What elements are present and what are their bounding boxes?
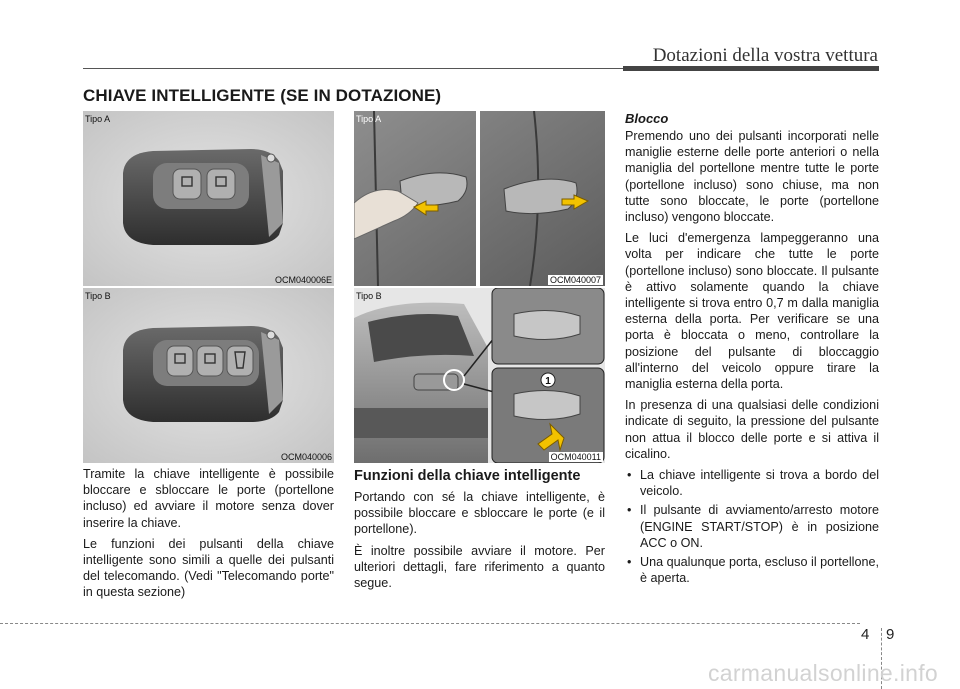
section-heading: Funzioni della chiave intelligente bbox=[354, 468, 581, 484]
section-number: 4 bbox=[861, 626, 870, 643]
condition-list bbox=[625, 467, 879, 586]
section-title: CHIAVE INTELLIGENTE (SE IN DOTAZIONE) bbox=[83, 86, 442, 105]
figure-caption: Tipo A bbox=[85, 114, 111, 124]
figure-caption: Tipo B bbox=[85, 291, 111, 301]
watermark: carmanualsonline.info bbox=[707, 660, 938, 686]
figure-door-type-a bbox=[354, 111, 605, 286]
list-item: • Il pulsante di avviamento/arresto motore (ENGINE START/STOP) è in posizione ACC o ON. bbox=[625, 502, 879, 551]
page-number: 9 bbox=[886, 626, 895, 643]
middle-column-text bbox=[354, 489, 605, 596]
header-rule bbox=[83, 68, 623, 69]
paragraph: Premendo uno dei pulsanti incorporati nelle maniglie esterne delle porte anteriori o nella maniglia del portellone mentre tutte le porte (portellone incluso) sono chiuse, ma non tutte sono bloccate, le porte (portellone incluso) vengono bloccate. bbox=[625, 129, 879, 225]
list-item: • La chiave intelligente si trova a bordo del veicolo. bbox=[625, 467, 879, 499]
figure-key-type-b bbox=[83, 288, 334, 463]
figure-code: OCM040006E bbox=[274, 275, 332, 285]
figure-caption: Tipo A bbox=[356, 114, 382, 124]
callout-number: 1 bbox=[545, 376, 551, 387]
figure-key-type-a bbox=[83, 111, 334, 286]
footer-rule bbox=[0, 623, 860, 624]
door-handle-type-a-illustration bbox=[354, 111, 605, 286]
figure-caption: Tipo B bbox=[356, 291, 382, 301]
paragraph: Tramite la chiave intelligente è possibile bloccare e sbloccare le porte (portellone incluso) ed avviare il motore senza dover inserire la chiave. bbox=[83, 467, 334, 530]
list-item: • Una qualunque porta, escluso il portellone, è aperta. bbox=[625, 554, 879, 586]
header-bar bbox=[623, 66, 879, 71]
paragraph: Portando con sé la chiave intelligente, è possibile bloccare e sbloccare le porte (e il portellone). bbox=[354, 490, 605, 537]
paragraph: Le funzioni dei pulsanti della chiave intelligente sono simili a quelle dei pulsanti del telecomando. (Vedi "Telecomando porte" in questa sezione) bbox=[83, 536, 334, 600]
paragraph: È inoltre possibile avviare il motore. Per ulteriori dettagli, fare riferimento a quanto segue. bbox=[354, 543, 605, 591]
figure-code: OCM040011 bbox=[550, 452, 601, 462]
tailgate-handle-type-b-illustration bbox=[354, 288, 605, 463]
figure-code: OCM040006 bbox=[280, 452, 332, 462]
figure-code: OCM040007 bbox=[549, 275, 601, 285]
chapter-title: Dotazioni della vostra vettura bbox=[652, 45, 878, 66]
smart-key-type-b-illustration bbox=[83, 288, 334, 463]
smart-key-type-a-illustration bbox=[83, 111, 334, 286]
left-column-text bbox=[83, 466, 334, 606]
figure-tailgate-type-b bbox=[354, 288, 605, 463]
subsection-heading: Blocco bbox=[625, 111, 669, 126]
right-column-text bbox=[625, 128, 879, 589]
paragraph: In presenza di una qualsiasi delle condizioni indicate di seguito, la pressione del pulsante non attua il blocco delle porte e si attiva il cicalino. bbox=[625, 398, 879, 461]
paragraph: Le luci d'emergenza lampeggeranno una volta per indicare che tutte le porte (portellone incluso) sono bloccate. Il pulsante è attivo solamente quando la chiave intelligente si trova entro 0,7 m dalla maniglia esterna della porta. Per verificare se una porta è bloccata o meno, controllare la posizione del pulsante di bloccaggio all'interno del veicolo oppure tirare la maniglia esterna della porta. bbox=[625, 231, 879, 392]
